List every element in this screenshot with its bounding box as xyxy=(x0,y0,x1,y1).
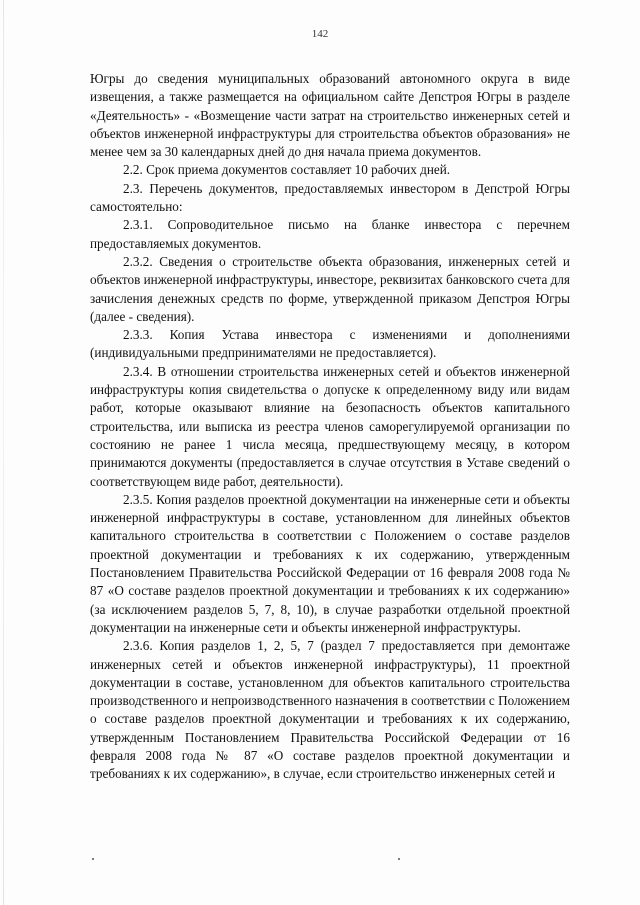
paragraph-2-3-6: 2.3.6. Копия разделов 1, 2, 5, 7 (раздел 7 предоставляется при демонтаже инженерных сетей и объектов инженерной инфраструктуры), 11 проектной документации в составе, установленном для объектов капитального строительства производственного и непроизводственного назначения в соответствии с Положением о составе разделов проектной документации и требованиях к их содержанию, утвержденным Постановлением Правительства Российской Федерации от 16 февраля 2008 года № 87 «О составе разделов проектной документации и требованиях к их содержанию», в случае, если строительство инженерных сетей и xyxy=(90,638,570,782)
paragraph-2-3-5: 2.3.5. Копия разделов проектной документации на инженерные сети и объекты инженерной инфраструктуры в составе, установленном для линейных объектов капитального строительства в соответствии с Положением о составе разделов проектной документации и требованиях к их содержанию, утвержденным Постановлением Правительства Российской Федерации от 16 февраля 2008 года № 87 «О составе разделов проектной документации и требованиях к их содержанию» (за исключением разделов 5, 7, 8, 10), в случае разработки отдельной проектной документации на инженерные сети и объекты инженерной инфраструктуры. xyxy=(90,491,570,635)
page-number: 142 xyxy=(311,28,329,40)
paragraph-2-2: 2.2. Срок приема документов составляет 10 рабочих дней. xyxy=(123,162,451,178)
paragraph-2-3: 2.3. Перечень документов, предоставляемых инвестором в Депстрой Югры самостоятельно: xyxy=(90,180,570,215)
paragraph-continuation: Югры до сведения муниципальных образований автономного округа в виде извещения, а также размещается на официальном сайте Депстроя Югры в разделе «Деятельность» - «Возмещение части затрат на строительство инженерных сетей и объектов инженерной инфраструктуры для строительства объектов образования» не менее чем за 30 календарных дней до дня начала приема документов. xyxy=(90,71,570,160)
paragraph-2-3-3: 2.3.3. Копия Устава инвестора с изменениями и дополнениями (индивидуальными предпринимателями не предоставляется). xyxy=(90,327,570,361)
paragraph-2-3-2: 2.3.2. Сведения о строительстве объекта образования, инженерных сетей и объектов инженерной инфраструктуры, инвесторе, реквизитах банковского счета для зачисления денежных средств по форме, утвержденной приказом Депстроя Югры (далее - сведения). xyxy=(90,253,570,324)
scan-speck xyxy=(398,858,400,860)
paragraph-2-3-1: 2.3.1. Сопроводительное письмо на бланке инвестора с перечнем предоставляемых документов. xyxy=(90,217,570,251)
paragraph-2-3-4: 2.3.4. В отношении строительства инженерных сетей и объектов инженерной инфраструктуры копия свидетельства о допуске к определенному виду или видам работ, которые оказывают влияние на безопасность объектов капитального строительства, или выписка из реестра членов саморегулируемой организации по состоянию не ранее 1 числа месяца, предшествующему месяцу, в котором принимаются документы (предоставляется в случае отсутствия в Уставе сведений о соответствующем виде работ, деятельности). xyxy=(90,363,570,489)
scan-speck xyxy=(92,858,94,860)
scan-edge xyxy=(3,0,4,905)
document-body xyxy=(90,70,570,784)
